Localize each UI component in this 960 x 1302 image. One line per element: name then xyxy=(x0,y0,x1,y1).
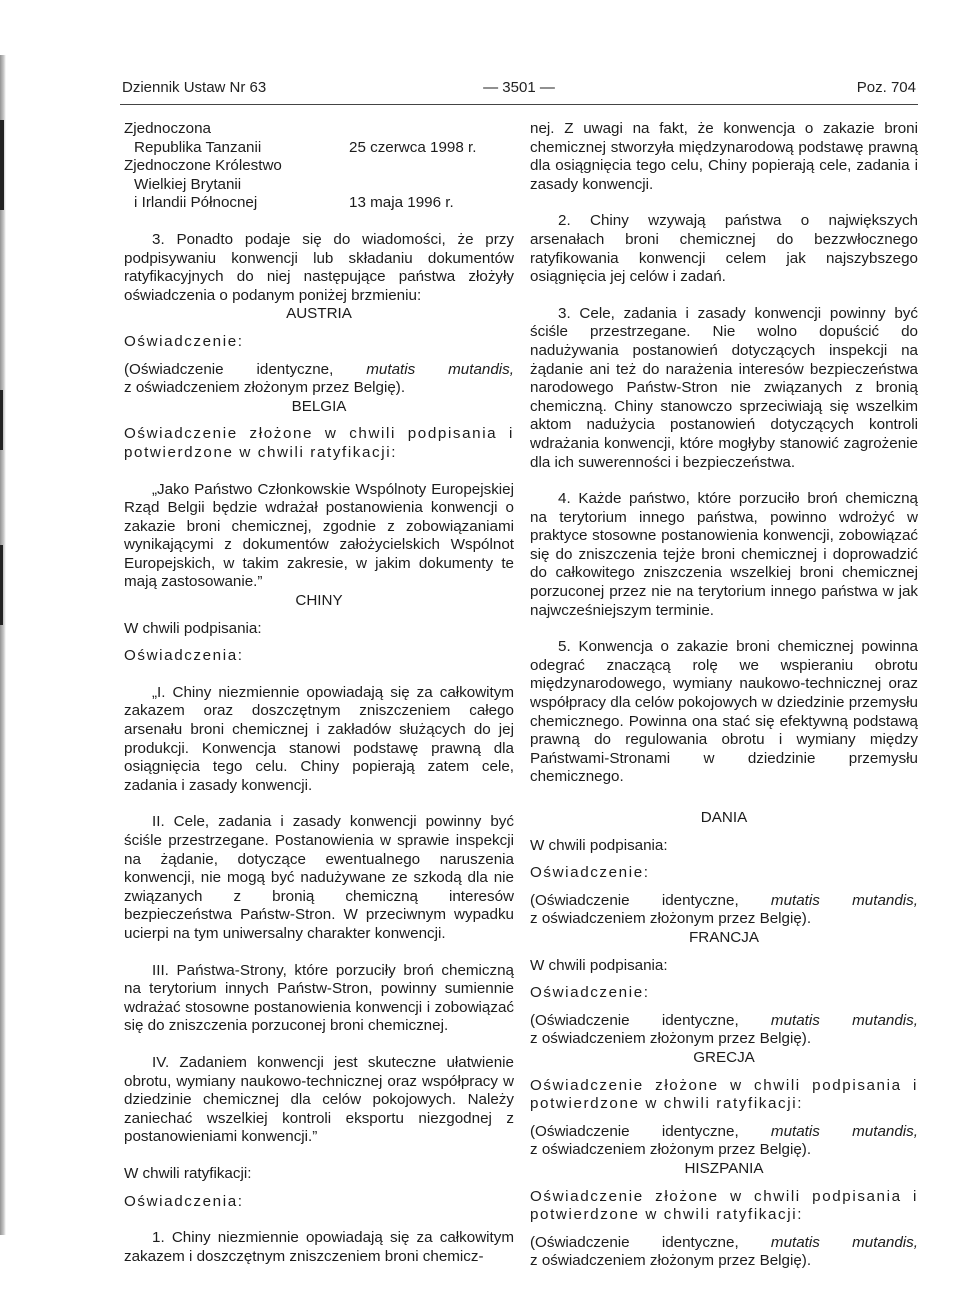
declaration-label: Oświadczenie: xyxy=(530,864,650,882)
statement-line: z oświadczeniem złożonym przez Belgię). xyxy=(530,1030,812,1048)
scan-edge xyxy=(0,55,6,1235)
statement-line: (Oświadczenie identyczne, mutatis mutandis, xyxy=(124,360,514,378)
country-heading-grecja: GRECJA xyxy=(693,1048,755,1066)
statement-line: (Oświadczenie identyczne, mutatis mutandis, xyxy=(530,1011,918,1029)
china-ratification-point: 3. Cele, zadania i zasady konwencji powinny być ściśle przestrzegane. Nie wolno dopuścić do nadużywania postanowień dotyczących inspekcji na żądanie ani też do narażenia interesów bezpieczeństwa narodowego Państw-Stron nie związanych z bronią chemiczną. Chiny stanowczo sprzeciwiają się wszelkim aktom nadużycia postanowień dotyczących kontroli wdrażania konwencji, które mogłyby stanowić zagrożenie dla ich suwerenności i bezpieczeństwa. xyxy=(530,304,918,471)
signatory-line xyxy=(124,120,514,139)
china-ratification-continued: nej. Z uwagi na fakt, że konwencja o zakazie broni chemicznej stworzyła międzynarodową podstawę prawną dla osiągnięcia tego celu, Chiny popierają cele, zadania i zasady konwencji. xyxy=(530,120,918,193)
statement-line: (Oświadczenie identyczne, mutatis mutandis, xyxy=(530,1233,918,1251)
declaration-label: Oświadczenia: xyxy=(124,647,244,665)
statement-line: (Oświadczenie identyczne, mutatis mutandis, xyxy=(530,891,918,909)
declaration-label: Oświadczenie złożone w chwili podpisania i potwierdzone w chwili ratyfikacji: xyxy=(124,425,514,461)
at-signing-label: W chwili podpisania: xyxy=(124,619,262,637)
statement-line: z oświadczeniem złożonym przez Belgię). xyxy=(530,910,812,928)
declaration-label: Oświadczenie: xyxy=(124,332,244,350)
signatory-country: i Irlandii Północnej xyxy=(134,194,258,212)
signatory-line xyxy=(124,176,514,195)
signatory-date: 13 maja 1996 r. xyxy=(349,194,454,212)
china-point: III. Państwa-Strony, które porzuciły broń chemiczną na terytorium innych Państw-Stron, powinny sumiennie wdrażać stosowne postanowienia konwencji i zobowiązać się do zniszczenia porzuconej broni chemicznej. xyxy=(124,961,514,1035)
declaration-label: Oświadczenie: xyxy=(530,984,650,1002)
china-point: „I. Chiny niezmiennie opowiadają się za całkowitym zakazem oraz doszczętnym zniszczeniem całego arsenału broni chemicznej i zakładów służących do jej produkcji. Konwencja stanowi podstawę prawną dla osiągnięcia tego celu. Chiny popierają zatem cele, zadania i zasady konwencji. xyxy=(124,683,514,794)
signatory-line xyxy=(124,139,514,158)
country-heading-chiny: CHINY xyxy=(295,592,343,610)
at-ratification-label: W chwili ratyfikacji: xyxy=(124,1164,252,1182)
scan-mark xyxy=(0,120,4,210)
statement-line: z oświadczeniem złożonym przez Belgię). xyxy=(530,1252,812,1270)
country-heading-austria: AUSTRIA xyxy=(286,305,352,323)
intro-paragraph: 3. Ponadto podaje się do wiadomości, że przy podpisywaniu konwencji lub składaniu dokumentów ratyfikacyjnych do niej następujące państwa złożyły oświadczenia o podanym poniżej brzmieniu: xyxy=(124,230,514,304)
signatory-country: Wielkiej Brytanii xyxy=(134,175,242,193)
item-number: Poz. 704 xyxy=(856,79,916,96)
belgium-quote: „Jako Państwo Członkowskie Wspólnoty Europejskiej Rząd Belgii będzie wdrażał postanowienia konwencji o zakazie broni chemicznej, zgodnie z zobowiązaniami wynikającymi z dokumentów założycielskich Wspólnot Europejskich, w takim zakresie, w jakim dokumenty te mają zastosowanie.” xyxy=(124,480,514,591)
china-ratification-point: 5. Konwencja o zakazie broni chemicznej powinna odegrać znaczącą rolę we wspieraniu obrotu międzynarodowego, wymiany naukowo-technicznej oraz współpracy dla celów pokojowych w dziedzinie przemysłu chemicznego. Powinna ona stać się efektywną podstawą prawną do regulowania obrotu i wymiany między Państwami-Stronami w dziedzinie przemysłu chemicznego. xyxy=(530,638,918,786)
statement-line: z oświadczeniem złożonym przez Belgię). xyxy=(124,379,406,397)
journal-title: Dziennik Ustaw Nr 63 xyxy=(122,79,267,96)
country-heading-belgia: BELGIA xyxy=(291,397,347,415)
right-column xyxy=(530,120,918,1271)
signatory-country: Zjednoczona xyxy=(124,120,211,137)
china-ratification-point: 2. Chiny wzywają państwa o największych arsenałach broni chemicznej do bezzwłocznego ratyfikowania konwencji celem jak najszybszego osiągnięcia jej celów i zadań. xyxy=(530,212,918,286)
signatory-country: Republika Tanzanii xyxy=(134,138,262,156)
china-ratification-point: 1. Chiny niezmiennie opowiadają się za całkowitym zakazem i doszczętnym zniszczeniem broni chemicz- xyxy=(124,1229,514,1265)
at-signing-label: W chwili podpisania: xyxy=(530,836,668,854)
scan-mark xyxy=(0,545,3,625)
at-signing-label: W chwili podpisania: xyxy=(530,956,668,974)
declaration-label: Oświadczenia: xyxy=(124,1192,244,1210)
left-column xyxy=(124,120,514,1266)
signatory-date: 25 czerwca 1998 r. xyxy=(349,138,477,156)
country-heading-francja: FRANCJA xyxy=(688,928,760,946)
signatory-line xyxy=(124,157,514,176)
declaration-label: Oświadczenie złożone w chwili podpisania i potwierdzone w chwili ratyfikacji: xyxy=(530,1076,918,1113)
header-rule xyxy=(120,104,918,105)
country-heading-dania: DANIA xyxy=(700,809,748,826)
statement-line: (Oświadczenie identyczne, mutatis mutandis, xyxy=(530,1122,918,1140)
statement-line: z oświadczeniem złożonym przez Belgię). xyxy=(530,1141,812,1159)
china-ratification-point: 4. Każde państwo, które porzuciło broń chemiczną na terytorium innego państwa, powinno wdrożyć w praktyce stosowne postanowienia konwencji, zobowiązać się do zniszczenia tejże broni chemicznej i doprowadzić do całkowitego zniszczenia wszelkiej broni chemicznej porzuconej przez nie na terytorium innego państwa w jak najwcześniejszym terminie. xyxy=(530,490,918,619)
scan-mark xyxy=(0,390,3,450)
signatory-block xyxy=(124,120,514,213)
signatory-line xyxy=(124,194,514,213)
signatory-country: Zjednoczone Królestwo xyxy=(124,157,282,175)
declaration-label: Oświadczenie złożone w chwili podpisania i potwierdzone w chwili ratyfikacji: xyxy=(530,1187,918,1224)
china-point: IV. Zadaniem konwencji jest skuteczne ułatwienie obrotu, wymiany naukowo-technicznej oraz współpracy w dziedzinie chemicznej dla celów pokojowych. Należy zaniechać wszelkiej kontroli eksportu niezgodnej z postanowieniami konwencji.” xyxy=(124,1053,514,1146)
page-number: — 3501 — xyxy=(483,79,555,96)
china-point: II. Cele, zadania i zasady konwencji powinny być ściśle przestrzegane. Postanowienia w sprawie inspekcji na żądanie, dotyczące ewentualnego naruszenia konwencji, nie mogą być nadużywane ze szkodą dla nie związanych z bronią chemiczną interesów bezpieczeństwa Państw-Stron. W przeciwnym wypadku ucierpi na tym uniwersalny charakter konwencji. xyxy=(124,813,514,942)
country-heading-hiszpania: HISZPANIA xyxy=(684,1159,764,1177)
